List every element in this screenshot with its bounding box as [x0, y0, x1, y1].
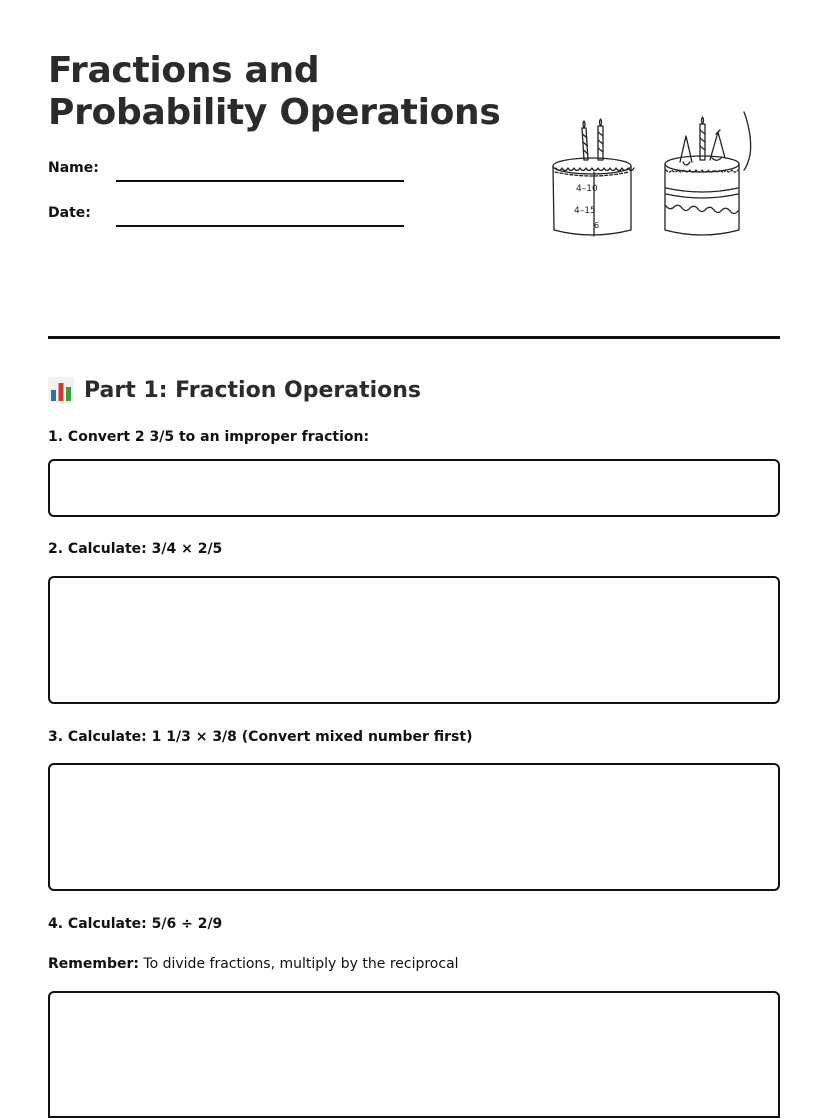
answer-box-4[interactable] [48, 991, 780, 1118]
question-1: 1. Convert 2 3/5 to an improper fraction: [48, 429, 370, 445]
date-field[interactable] [116, 225, 404, 227]
title-line-1: Fractions and [48, 50, 320, 91]
worksheet-title [48, 50, 508, 134]
birthday-cakes-illustration [540, 106, 770, 246]
question-3: 3. Calculate: 1 1/3 × 3/8 (Convert mixed number first) [48, 729, 473, 745]
date-label: Date: [48, 205, 91, 221]
bar-chart-icon [48, 377, 74, 403]
section-heading [48, 374, 421, 406]
header-divider [48, 336, 780, 339]
cake-label-1: 4–10 [576, 184, 598, 194]
right-cake-drawing [665, 112, 751, 235]
section-title: Part 1: Fraction Operations [84, 377, 422, 403]
answer-box-3[interactable] [48, 763, 780, 891]
cake-label-2: 4–15 [574, 206, 596, 216]
name-field[interactable] [116, 180, 404, 182]
answer-box-2[interactable] [48, 576, 780, 704]
title-line-2: Probability Operations [48, 92, 501, 133]
answer-box-1[interactable] [48, 459, 780, 517]
reminder-note [48, 956, 459, 972]
reminder-label: Remember: [48, 956, 139, 972]
question-4: 4. Calculate: 5/6 ÷ 2/9 [48, 916, 223, 932]
question-2: 2. Calculate: 3/4 × 2/5 [48, 541, 223, 557]
reminder-text: To divide fractions, multiply by the reciprocal [138, 956, 459, 972]
left-cake-drawing [553, 119, 634, 236]
name-label: Name: [48, 160, 99, 176]
cake-label-3: 6 [594, 221, 600, 230]
